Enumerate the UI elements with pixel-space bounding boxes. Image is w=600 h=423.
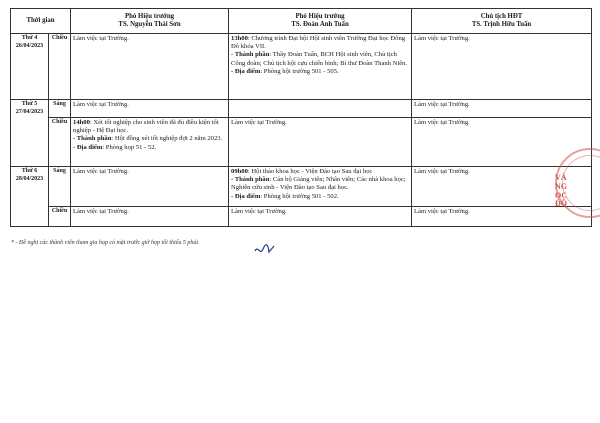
schedule-cell-col2 xyxy=(229,100,412,118)
cell-line-key: - Thành phần xyxy=(73,135,112,143)
cell-line: Làm việc tại Trường. xyxy=(73,208,129,215)
day-date: 28/04/2023 xyxy=(15,175,44,182)
cell-line: Làm việc tại Trường. xyxy=(414,35,470,42)
schedule-cell-col3 xyxy=(412,100,592,118)
header-col2-title: Phó Hiệu trưởng xyxy=(295,12,345,20)
cell-line-key: - Địa điểm xyxy=(73,143,103,151)
session-label: Chiều xyxy=(49,118,71,167)
schedule-cell-col3 xyxy=(412,34,592,100)
schedule-cell-col1 xyxy=(71,167,229,207)
cell-line xyxy=(231,68,409,76)
schedule-cell-col1 xyxy=(71,100,229,118)
schedule-row xyxy=(11,207,592,227)
cell-line-text: : Phòng họp 51 - 52. xyxy=(102,143,157,151)
cell-line xyxy=(73,144,226,152)
cell-line: Làm việc tại Trường. xyxy=(73,101,129,108)
header-col1 xyxy=(71,9,229,34)
cell-line: Làm việc tại Trường. xyxy=(414,208,470,215)
header-col2 xyxy=(229,9,412,34)
session-label: Sáng xyxy=(49,167,71,207)
cell-line xyxy=(231,35,409,51)
cell-line-text: : Thầy Đoàn Tuấn, BCH Hội sinh viên, Chủ tịch Công đoàn; Chủ tịch hội cựu chiến binh; Bí thư Đoàn Thanh Niên. xyxy=(231,51,408,67)
day-weekday: Thứ 5 xyxy=(21,101,38,107)
cell-line-text: : Chương trình Đại hội Hội sinh viên Trường Đại học Đông Đô khóa VII. xyxy=(231,35,406,51)
cell-line-key: - Địa điểm xyxy=(231,192,261,200)
schedule-cell-col2 xyxy=(229,34,412,100)
header-col3 xyxy=(412,9,592,34)
cell-line: Làm việc tại Trường. xyxy=(414,119,470,126)
stamp-text-line: VÀ xyxy=(555,173,567,182)
cell-line: Làm việc tại Trường. xyxy=(414,168,470,175)
cell-line-text: : Xét tốt nghiệp cho sinh viên đã đủ điều kiện tốt nghiệp - Hệ Đại học. xyxy=(73,119,219,135)
cell-line xyxy=(231,51,409,67)
cell-line-key: - Thành phần xyxy=(231,51,270,59)
header-col2-name: TS. Đoàn Anh Tuấn xyxy=(291,21,349,28)
day-cell xyxy=(11,167,49,227)
schedule-row xyxy=(11,118,592,167)
cell-line xyxy=(73,135,226,143)
schedule-cell-col2 xyxy=(229,167,412,207)
day-date: 27/04/2023 xyxy=(15,108,44,115)
schedule-row xyxy=(11,167,592,207)
header-time: Thời gian xyxy=(11,9,71,34)
cell-line-text: : Hội đồng xét tốt nghiệp đợt 2 năm 2023. xyxy=(111,135,223,143)
schedule-row xyxy=(11,100,592,118)
stamp-text-line: NG xyxy=(555,181,567,191)
schedule-cell-col1 xyxy=(71,118,229,167)
cell-line-text: : Hội thảo khoa học - Viện Đào tạo Sau đại học xyxy=(247,168,373,175)
day-weekday: Thứ 4 xyxy=(21,35,38,41)
cell-line-key: - Thành phần xyxy=(231,176,270,184)
schedule-row xyxy=(11,34,592,100)
schedule-cell-col2 xyxy=(229,118,412,167)
footnote: * - Đề nghị các thành viên tham gia họp có mặt trước giờ họp tối thiểu 5 phút. xyxy=(11,240,200,246)
cell-line-text: : Phòng hội trường 501 - 505. xyxy=(260,67,339,75)
header-col3-name: TS. Trịnh Hữu Tuấn xyxy=(471,21,532,28)
session-label: Chiều xyxy=(49,207,71,227)
day-cell xyxy=(11,100,49,167)
header-col3-title: Chủ tịch HĐT xyxy=(480,12,523,20)
stamp-inner-ring xyxy=(562,155,600,211)
day-date: 26/04/2023 xyxy=(15,42,44,49)
cell-line: Làm việc tại Trường. xyxy=(73,35,129,42)
header-col1-title: Phó Hiệu trưởng xyxy=(125,12,175,20)
cell-line-text: : Cán bộ Giảng viên; Nhân viên; Các nhà khoa học; Nghiên cứu sinh - Viện Đào tạo Sau đại học. xyxy=(231,176,406,192)
schedule-cell-col2 xyxy=(229,207,412,227)
cell-line xyxy=(231,176,409,192)
cell-line-key: 09h00 xyxy=(231,168,248,175)
schedule-cell-col1 xyxy=(71,207,229,227)
day-weekday: Thứ 6 xyxy=(21,168,38,174)
session-label: Sáng xyxy=(49,100,71,118)
day-cell xyxy=(11,34,49,100)
weekly-schedule-table xyxy=(10,8,592,227)
cell-line-key: - Địa điểm xyxy=(231,67,261,75)
schedule-cell-col3 xyxy=(412,207,592,227)
session-label: Chiều xyxy=(49,34,71,100)
cell-line-text: : Phòng hội trường 501 - 502. xyxy=(260,192,339,200)
signature-mark xyxy=(254,243,276,257)
schedule-cell-col1 xyxy=(71,34,229,100)
cell-line xyxy=(73,119,226,135)
stamp-text-line: ỌC xyxy=(555,190,567,200)
header-col1-name: TS. Nguyễn Thái Sơn xyxy=(118,21,181,28)
stamp-text-line: ĐÔ xyxy=(555,199,567,209)
cell-line: Làm việc tại Trường. xyxy=(231,119,287,126)
cell-line-key: 13h00 xyxy=(231,35,248,42)
stamp-text xyxy=(555,174,567,209)
cell-line-key: 14h00 xyxy=(73,119,90,126)
cell-line: Làm việc tại Trường. xyxy=(414,101,470,108)
cell-line: Làm việc tại Trường. xyxy=(231,208,287,215)
cell-line xyxy=(231,168,409,176)
cell-line: Làm việc tại Trường. xyxy=(73,168,129,175)
header-row xyxy=(11,9,592,34)
cell-line xyxy=(231,193,409,201)
